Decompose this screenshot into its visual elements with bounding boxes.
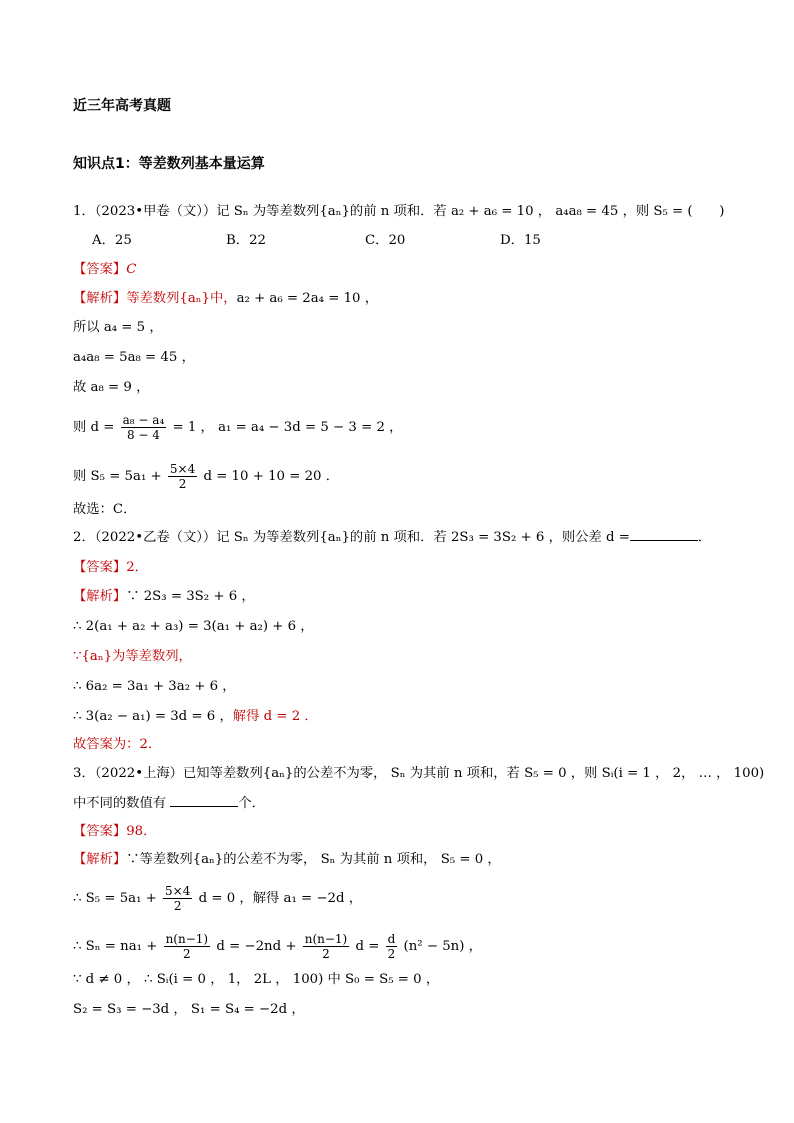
fraction-denominator: 2 [322, 947, 330, 961]
q2-stem [73, 528, 711, 548]
fraction-denominator: 8 − 4 [126, 428, 160, 442]
q2-step-2: ∴ 2(a₁ + a₂ + a₃) = 3(a₁ + a₂) + 6 ， [73, 619, 314, 634]
q2-step-3: ∵{aₙ}为等差数列， [73, 649, 192, 664]
q2-stem-post: ． [697, 530, 712, 545]
q3-step-3-post: (n² − 5n) ， [403, 939, 482, 954]
q3-stem-line-1: 3．（2022•上海）已知等差数列{aₙ}的公差不为零， Sₙ 为其前 n 项和，若 S₅ = 0 ，则 Sᵢ(i = 1 ， 2， … ， 100) [73, 766, 765, 781]
q3-step-2-post: d = 0 ，解得 a₁ = −2d ， [198, 891, 363, 906]
fraction-denominator: 2 [387, 947, 396, 961]
topic-title: 知识点1：等差数列基本量运算 [73, 156, 265, 172]
answer-tag: 【答案】 [73, 560, 127, 575]
fraction-denominator: 2 [183, 947, 191, 961]
answer-tag: 【答案】 [73, 262, 127, 277]
fraction [164, 932, 211, 961]
q2-stem-pre: 2．（2022•乙卷（文））记 Sₙ 为等差数列{aₙ}的前 n 项和．若 2S₃ = 3S₂ + 6 ，则公差 d = [73, 530, 630, 545]
q3-step-4: ∵ d ≠ 0 ， ∴ Sᵢ(i = 0 ， 1， 2L ， 100) 中 S₀ = S₅ = 0 ， [73, 972, 440, 987]
q3-answer-line [73, 822, 156, 842]
section-title: 近三年高考真题 [73, 98, 171, 114]
fraction-denominator: 2 [178, 477, 187, 491]
q1-step-1b: a₂ + a₆ = 2a₄ = 10 ， [236, 291, 379, 306]
answer-tag: 【答案】 [73, 824, 127, 839]
q1-option-c: C．20 [365, 233, 406, 248]
answer-blank [630, 528, 698, 541]
q2-analysis-line [73, 587, 255, 607]
q2-step-5 [73, 707, 318, 727]
q3-step-5: S₂ = S₃ = −3d ， S₁ = S₄ = −2d ， [73, 1002, 305, 1017]
fraction-numerator: n(n−1) [165, 932, 209, 946]
q1-step-6-post: d = 10 + 10 = 20 ． [203, 469, 340, 484]
q3-step-2 [73, 884, 362, 913]
q2-step-5a: ∴ 3(a₂ − a₁) = 3d = 6 ， [73, 709, 233, 724]
fraction-numerator: a₈ − a₄ [122, 413, 165, 427]
q1-step-5-pre: 则 d = [73, 420, 115, 435]
analysis-tag: 【解析】 [73, 291, 127, 306]
fraction [163, 884, 192, 913]
q3-step-1: ∵等差数列{aₙ}的公差不为零， Sₙ 为其前 n 项和， S₅ = 0 ， [126, 852, 501, 867]
q3-answer: 98． [126, 824, 157, 839]
fraction-numerator: d [387, 932, 396, 946]
q1-step-5-post: = 1 ， a₁ = a₄ − 3d = 5 − 3 = 2 ， [172, 420, 403, 435]
q1-answer: C [126, 262, 137, 277]
q1-step-6-pre: 则 S₅ = 5a₁ + [73, 469, 162, 484]
q2-step-1: ∵ 2S₃ = 3S₂ + 6 ， [126, 589, 255, 604]
q1-answer-line [73, 260, 136, 280]
q3-step-3 [73, 932, 482, 961]
q2-answer: 2． [126, 560, 148, 575]
fraction [386, 932, 398, 961]
q3-stem-line-2-pre: 中不同的数值有 [73, 796, 167, 811]
q3-step-3-mid2: d = [355, 939, 380, 954]
q1-stem: 1．（2023•甲卷（文））记 Sₙ 为等差数列{aₙ}的前 n 项和．若 a₂ + a₆ = 10 ， a₄a₈ = 45 ，则 S₅ = ( ) [73, 204, 725, 219]
q3-analysis-line [73, 850, 501, 870]
q1-option-b: B．22 [226, 233, 266, 248]
fraction [168, 462, 197, 491]
fraction-denominator: 2 [173, 899, 182, 913]
q3-step-3-pre: ∴ Sₙ = na₁ + [73, 939, 158, 954]
answer-blank [170, 794, 238, 807]
fraction-numerator: n(n−1) [304, 932, 348, 946]
fraction-numerator: 5×4 [165, 884, 191, 898]
q1-step-4: 故 a₈ = 9 ， [73, 380, 150, 395]
q3-stem-line-2-post: 个． [238, 796, 265, 811]
q1-step-6 [73, 462, 339, 491]
q3-step-3-mid: d = −2nd + [216, 939, 297, 954]
q1-step-3: a₄a₈ = 5a₈ = 45 ， [73, 350, 195, 365]
q3-step-2-pre: ∴ S₅ = 5a₁ + [73, 891, 157, 906]
fraction [121, 413, 167, 442]
q2-step-4: ∴ 6a₂ = 3a₁ + 3a₂ + 6 ， [73, 679, 236, 694]
q3-stem-line-2 [73, 794, 265, 814]
q2-conclusion: 故答案为：2． [73, 737, 162, 752]
q1-step-2: 所以 a₄ = 5 ， [73, 320, 163, 335]
q1-option-a: A．25 [92, 233, 132, 248]
q1-step-5 [73, 413, 402, 442]
q1-step-1: 等差数列{aₙ}中， [126, 291, 237, 306]
analysis-tag: 【解析】 [73, 589, 127, 604]
q2-step-5b: 解得 d = 2 ． [232, 709, 318, 724]
analysis-tag: 【解析】 [73, 852, 127, 867]
q1-conclusion: 故选：C． [73, 502, 137, 517]
q2-answer-line [73, 558, 148, 578]
fraction [303, 932, 350, 961]
fraction-numerator: 5×4 [169, 462, 196, 476]
q1-option-d: D．15 [500, 233, 541, 248]
q1-analysis-line [73, 289, 378, 309]
